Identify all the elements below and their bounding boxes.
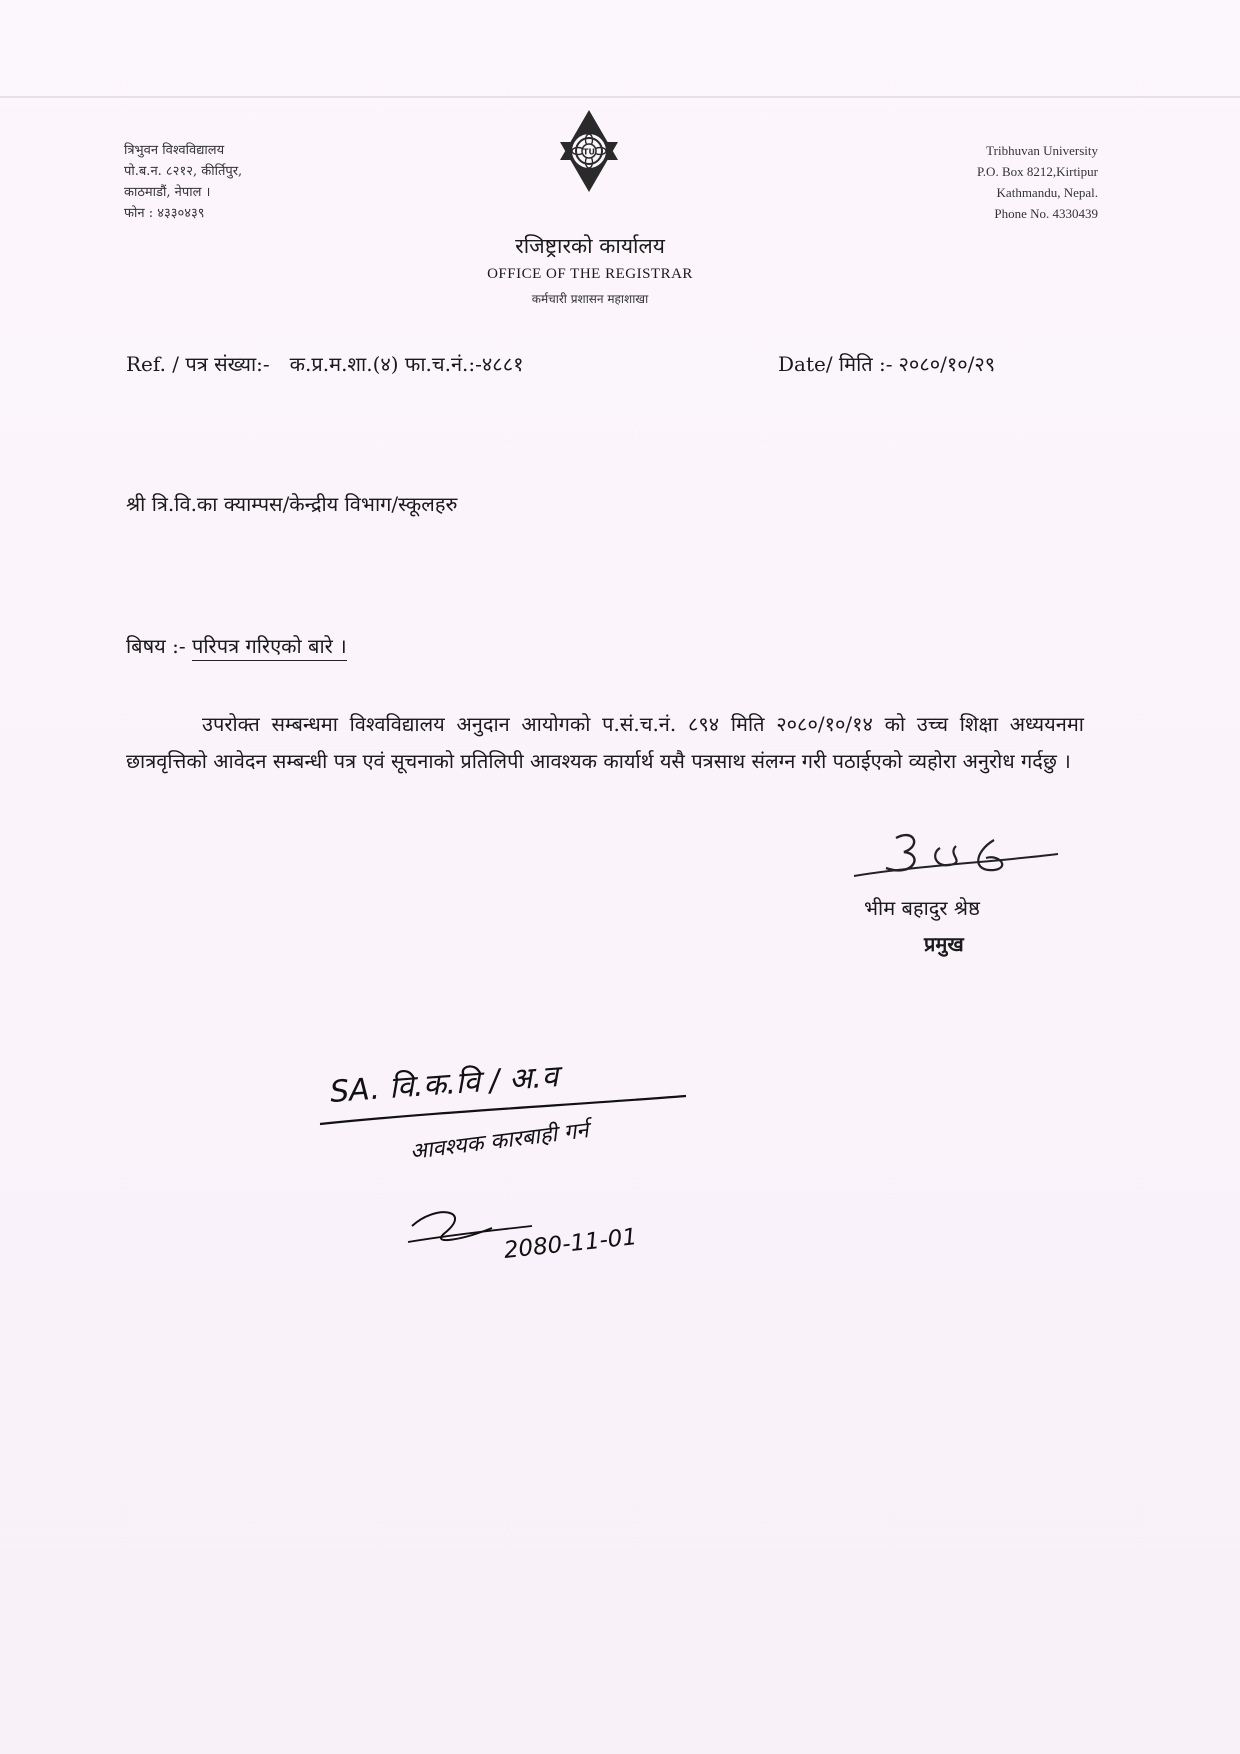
subject-line xyxy=(126,632,347,659)
header-left-line: पो.ब.न. ८२१२, कीर्तिपुर, xyxy=(124,164,243,179)
handwritten-note-line2: आवश्यक कारबाही गर्न xyxy=(408,1118,590,1165)
signatory-title: प्रमुख xyxy=(924,932,964,956)
header-left-line: काठमाडौं, नेपाल । xyxy=(124,185,211,200)
header-left-line: त्रिभुवन विश्वविद्यालय xyxy=(124,143,225,158)
addressee: श्री त्रि.वि.का क्याम्पस/केन्द्रीय विभाग/स्कूलहरु xyxy=(126,492,458,516)
office-title-nepali: रजिष्ट्रारको कार्यालय xyxy=(515,234,665,258)
header-right-line: P.O. Box 8212,Kirtipur xyxy=(977,164,1098,179)
scan-artifact-line xyxy=(0,96,1240,98)
office-title-english: OFFICE OF THE REGISTRAR xyxy=(487,266,693,282)
handwritten-note-line1: SA. वि.क.वि / अ.व xyxy=(328,1059,560,1110)
university-emblem xyxy=(556,106,622,224)
date-value: २०८०/१०/२९ xyxy=(898,352,996,376)
header-right-line: Kathmandu, Nepal. xyxy=(996,185,1098,200)
subject-value: परिपत्र गरिएको बारे । xyxy=(192,634,347,661)
header-right-line: Phone No. 4330439 xyxy=(994,206,1098,221)
reference-value: क.प्र.म.शा.(४) फा.च.नं.:-४८८१ xyxy=(289,352,524,376)
header-left-line: फोन : ४३३०४३९ xyxy=(124,206,205,221)
reference-number xyxy=(126,350,524,377)
header-right-address xyxy=(977,140,1098,224)
date-label: Date/ मिति :- xyxy=(778,352,893,376)
signatory-name: भीम बहादुर श्रेष्ठ xyxy=(864,896,980,920)
header-right-line: Tribhuvan University xyxy=(986,143,1098,158)
letter-body: उपरोक्त सम्बन्धमा विश्वविद्यालय अनुदान आयोगको प.सं.च.नं. ८९४ मिति २०८०/१०/१४ को उच्च शिक्षा अध्ययनमा छात्रवृत्तिको आवेदन सम्बन्धी पत्र एवं सूचनाको प्रतिलिपी आवश्यक कार्यार्थ यसै पत्रसाथ संलग्न गरी पठाईएको व्यहोरा अनुरोध गर्दछु । xyxy=(126,712,1084,773)
letter-date xyxy=(778,350,995,377)
header-left-address xyxy=(124,140,242,224)
emblem-monogram: TU xyxy=(583,147,595,157)
signature-image xyxy=(844,824,1064,894)
handwritten-note-date: 2080-11-01 xyxy=(502,1224,639,1264)
reference-label: Ref. / पत्र संख्या:- xyxy=(126,352,270,376)
office-subtitle: कर्मचारी प्रशासन महाशाखा xyxy=(531,292,649,306)
subject-label: बिषय :- xyxy=(126,634,186,658)
